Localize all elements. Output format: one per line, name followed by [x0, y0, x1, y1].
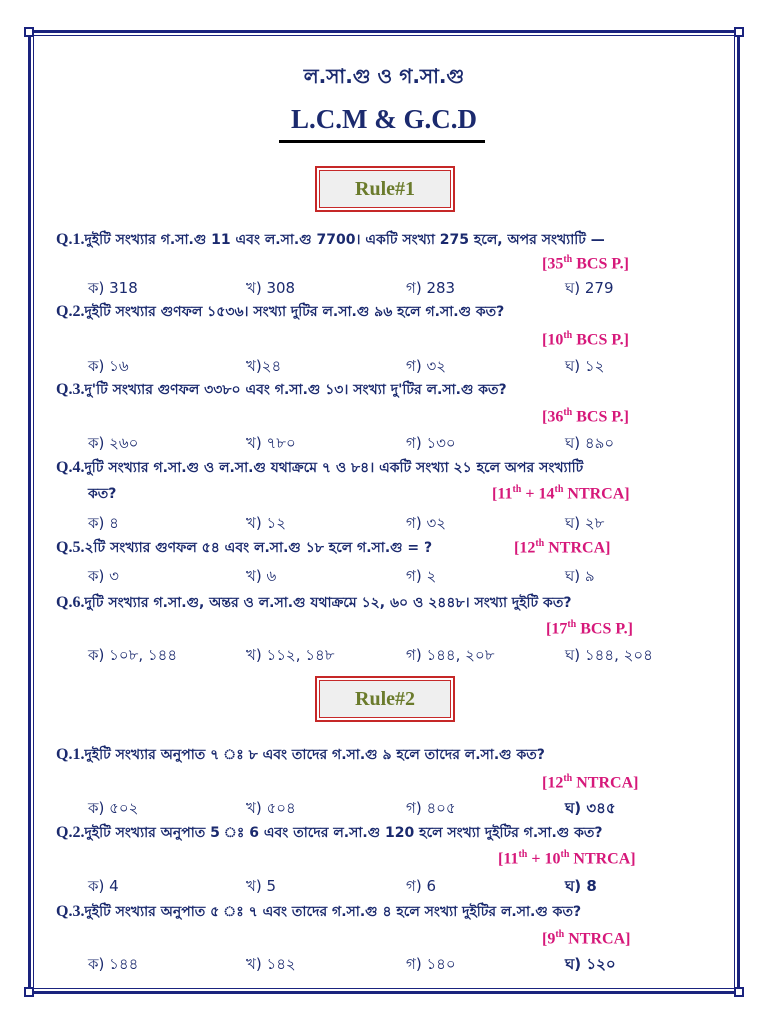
- corner-ornament: [24, 987, 34, 997]
- exam-source: [17th BCS P.]: [546, 619, 633, 638]
- options-row: [88, 953, 708, 975]
- question-number: Q.4.: [56, 459, 85, 476]
- question-text-continued: কত?: [88, 486, 117, 502]
- question-text: [56, 823, 716, 843]
- exam-source: [11th + 10th NTRCA]: [498, 849, 636, 868]
- corner-ornament: [734, 987, 744, 997]
- question-text: [56, 902, 716, 922]
- option-ga: গ) ১৪৪, ২০৮: [406, 646, 495, 664]
- question-number: Q.5.: [56, 539, 85, 556]
- question-body: দুইটি সংখ্যার অনুপাত 5 ঃ 6 এবং তাদের ল.সা.গু 120 হলে সংখ্যা দুইটির গ.সা.গু কত?: [84, 825, 603, 841]
- corner-ornament: [24, 27, 34, 37]
- option-ga: গ) ৩২: [406, 357, 446, 375]
- exam-source: [35th BCS P.]: [542, 254, 629, 273]
- option-kha: খ) ১৪২: [246, 955, 296, 973]
- option-ka: ক) 318: [88, 279, 138, 297]
- question-body: দুইটি সংখ্যার গুণফল ১৫৩৬। সংখ্যা দুটির ল.সা.গু ৯৬ হলে গ.সা.গু কত?: [84, 304, 505, 320]
- option-gha: ঘ) 8: [565, 877, 597, 895]
- exam-source: [12th NTRCA]: [514, 538, 611, 557]
- option-ka: ক) ১০৮, ১৪৪: [88, 646, 178, 664]
- option-ka: ক) ৪: [88, 514, 119, 532]
- question-number: Q.3.: [56, 381, 85, 398]
- option-ga: গ) ২: [406, 567, 437, 585]
- option-kha: খ) ৭৮০: [246, 434, 296, 452]
- question-number: Q.1.: [56, 746, 85, 763]
- question-body: দু'টি সংখ্যার গুণফল ৩৩৮০ এবং গ.সা.গু ১৩। সংখ্যা দু'টির ল.সা.গু কত?: [84, 382, 507, 398]
- corner-ornament: [734, 27, 744, 37]
- question-text: [56, 380, 716, 400]
- option-gha: ঘ) ৪৯০: [565, 434, 615, 452]
- question-text: [56, 538, 496, 558]
- option-ka: ক) ৫০২: [88, 799, 139, 817]
- option-gha: ঘ) ১৪৪, ২০৪: [565, 646, 653, 664]
- question-body: দুইটি সংখ্যার অনুপাত ৫ ঃ ৭ এবং তাদের গ.সা.গু ৪ হলে সংখ্যা দুইটির ল.সা.গু কত?: [84, 904, 582, 920]
- option-ka: ক) ২৬০: [88, 434, 139, 452]
- options-row: [88, 512, 708, 534]
- option-ga: গ) ১৩০: [406, 434, 456, 452]
- option-kha: খ) ৫০৪: [246, 799, 296, 817]
- title-underline: [279, 140, 485, 143]
- option-ga: গ) ১৪০: [406, 955, 456, 973]
- question-body: ২টি সংখ্যার গুণফল ৫৪ এবং ল.সা.গু ১৮ হলে গ.সা.গু = ?: [84, 540, 433, 556]
- exam-source: [12th NTRCA]: [542, 773, 639, 792]
- exam-source: [10th BCS P.]: [542, 330, 629, 349]
- options-row: [88, 277, 708, 299]
- options-row: [88, 565, 708, 587]
- options-row: [88, 355, 708, 377]
- question-text: [56, 745, 716, 765]
- question-number: Q.3.: [56, 903, 85, 920]
- option-ka: ক) ১৪৪: [88, 955, 139, 973]
- option-ka: ক) ১৬: [88, 357, 129, 375]
- options-row: [88, 875, 708, 897]
- exam-source: [11th + 14th NTRCA]: [492, 484, 630, 503]
- option-gha: ঘ) 279: [565, 279, 614, 297]
- option-gha: ঘ) ২৮: [565, 514, 605, 532]
- question-number: Q.2.: [56, 303, 85, 320]
- question-body: দুটি সংখ্যার গ.সা.গু ও ল.সা.গু যথাক্রমে ৭ ও ৮৪। একটি সংখ্যা ২১ হলে অপর সংখ্যাটি: [84, 460, 584, 476]
- option-gha: ঘ) ১২: [565, 357, 605, 375]
- options-row: [88, 644, 708, 666]
- option-ka: ক) ৩: [88, 567, 119, 585]
- page-title-bangla: ল.সা.গু ও গ.সা.গু: [303, 64, 465, 88]
- option-ka: ক) 4: [88, 877, 119, 895]
- question-text: [56, 302, 716, 322]
- option-gha: ঘ) ৩৪৫: [565, 799, 616, 817]
- question-body: দুটি সংখ্যার গ.সা.গু, অন্তর ও ল.সা.গু যথাক্রমে ১২, ৬০ ও ২৪৪৮। সংখ্যা দুইটি কত?: [84, 595, 572, 611]
- option-kha: খ)২৪: [246, 357, 282, 375]
- option-ga: গ) 283: [406, 279, 456, 297]
- question-number: Q.2.: [56, 824, 85, 841]
- question-text: [56, 458, 716, 478]
- page-title-english: L.C.M & G.C.D: [291, 104, 477, 134]
- rule-heading: Rule#2: [319, 680, 451, 718]
- rule-heading-box: [315, 166, 455, 212]
- option-ga: গ) ৩২: [406, 514, 446, 532]
- rule-heading: Rule#1: [319, 170, 451, 208]
- option-kha: খ) ১১২, ১৪৮: [246, 646, 335, 664]
- option-kha: খ) ১২: [246, 514, 286, 532]
- options-row: [88, 432, 708, 454]
- option-kha: খ) ৬: [246, 567, 277, 585]
- option-ga: গ) ৪০৫: [406, 799, 456, 817]
- options-row: [88, 797, 708, 819]
- rule-heading-box: [315, 676, 455, 722]
- option-kha: খ) 308: [246, 279, 296, 297]
- question-text: [56, 593, 716, 613]
- option-ga: গ) 6: [406, 877, 436, 895]
- exam-source: [9th NTRCA]: [542, 929, 631, 948]
- option-kha: খ) 5: [246, 877, 277, 895]
- question-body: দুইটি সংখ্যার গ.সা.গু 11 এবং ল.সা.গু 7700। একটি সংখ্যা 275 হলে, অপর সংখ্যাটি —: [84, 232, 605, 248]
- exam-source: [36th BCS P.]: [542, 407, 629, 426]
- question-text: [56, 230, 716, 250]
- question-number: Q.6.: [56, 594, 85, 611]
- option-gha: ঘ) ১২০: [565, 955, 616, 973]
- option-gha: ঘ) ৯: [565, 567, 595, 585]
- question-number: Q.1.: [56, 231, 85, 248]
- question-body: দুইটি সংখ্যার অনুপাত ৭ ঃ ৮ এবং তাদের গ.সা.গু ৯ হলে তাদের ল.সা.গু কত?: [84, 747, 545, 763]
